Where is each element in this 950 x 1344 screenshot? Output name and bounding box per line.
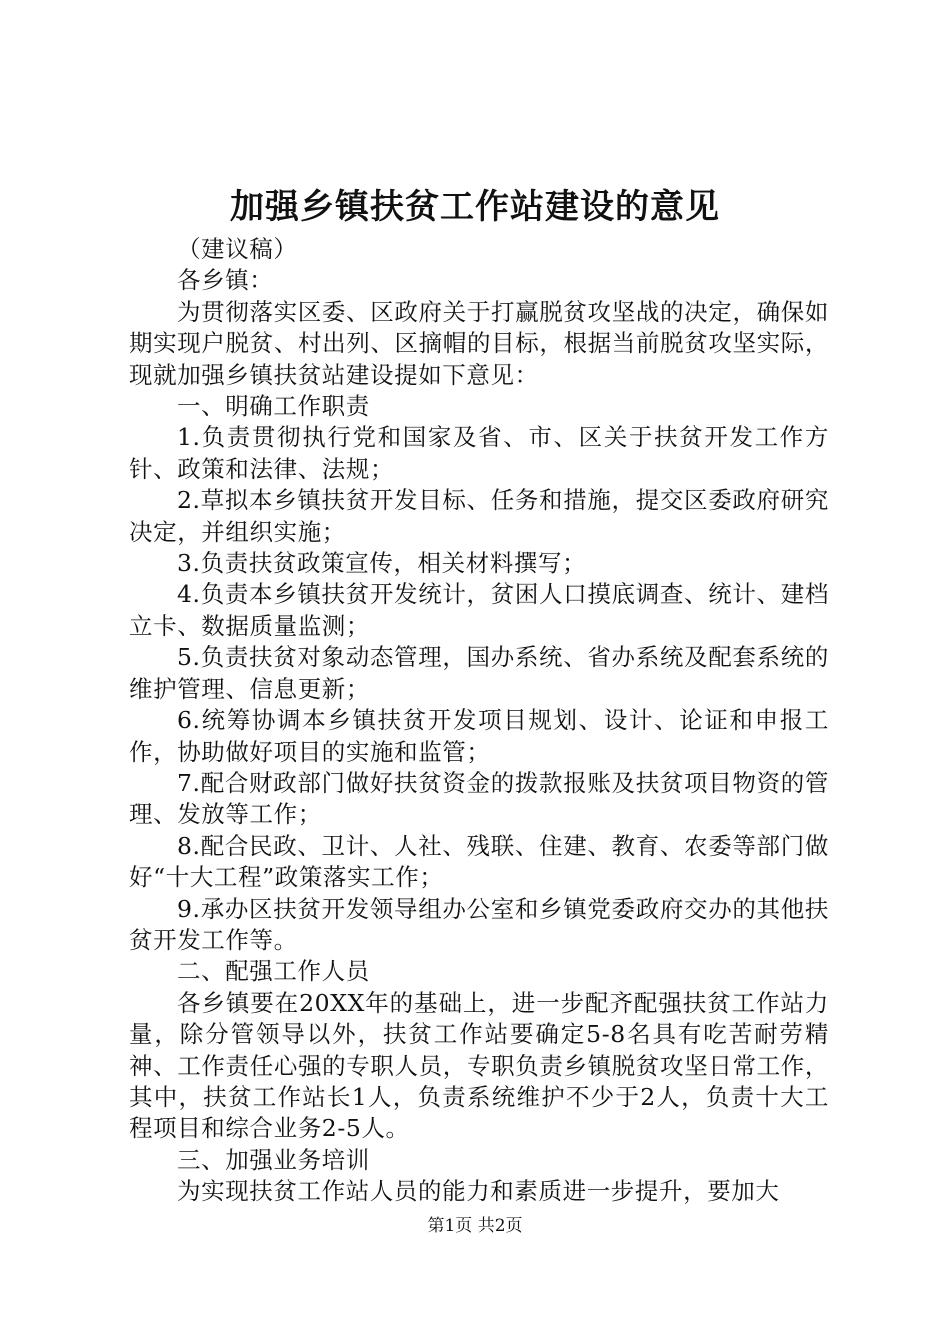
intro-paragraph: 为贯彻落实区委、区政府关于打赢脱贫攻坚战的决定，确保如期实现户脱贫、村出列、区摘帽的目标，根据当前脱贫攻坚实际，现就加强乡镇扶贫站建设提如下意见： bbox=[129, 297, 829, 389]
duty-item-3: 3.负责扶贫政策宣传，相关材料撰写； bbox=[177, 549, 587, 578]
staffing-paragraph: 各乡镇要在20XX年的基础上，进一步配齐配强扶贫工作站力量，除分管领导以外，扶贫工作站要确定5-8名具有吃苦耐劳精神、工作责任心强的专职人员，专职负责乡镇脱贫攻坚日常工作，其中，扶贫工作站长1人，负责系统维护不少于2人，负责十大工程项目和综合业务2-5人。 bbox=[129, 988, 829, 1143]
duty-item-1: 1.负责贯彻执行党和国家及省、市、区关于扶贫开发工作方针、政策和法律、法规； bbox=[129, 423, 829, 483]
document-title: 加强乡镇扶贫工作站建设的意见 bbox=[230, 187, 720, 227]
duty-item-8: 8.配合民政、卫计、人社、残联、住建、教育、农委等部门做好“十大工程”政策落实工作； bbox=[129, 831, 829, 892]
duty-item-4: 4.负责本乡镇扶贫开发统计，贫困人口摸底调查、统计、建档立卡、数据质量监测； bbox=[129, 580, 829, 640]
duty-item-7: 7.配合财政部门做好扶贫资金的拨款报账及扶贫项目物资的管理、发放等工作； bbox=[129, 768, 829, 829]
section-heading-3: 三、加强业务培训 bbox=[177, 1145, 370, 1174]
salutation: 各乡镇： bbox=[177, 266, 274, 295]
duty-item-5: 5.负责扶贫对象动态管理，国办系统、省办系统及配套系统的维护管理、信息更新； bbox=[129, 643, 829, 703]
document-body bbox=[129, 234, 829, 1208]
section-heading-2: 二、配强工作人员 bbox=[177, 957, 370, 986]
duty-item-6: 6.统筹协调本乡镇扶贫开发项目规划、设计、论证和申报工作，协助做好项目的实施和监管； bbox=[129, 706, 829, 766]
training-paragraph: 为实现扶贫工作站人员的能力和素质进一步提升，要加大 bbox=[177, 1177, 780, 1206]
section-heading-1: 一、明确工作职责 bbox=[177, 392, 370, 421]
duty-item-9: 9.承办区扶贫开发领导组办公室和乡镇党委政府交办的其他扶贫开发工作等。 bbox=[129, 894, 829, 954]
page-footer: 第1页 共2页 bbox=[427, 1216, 523, 1236]
duty-item-2: 2.草拟本乡镇扶贫开发目标、任务和措施，提交区委政府研究决定，并组织实施； bbox=[129, 486, 829, 546]
draft-note: （建议稿） bbox=[177, 235, 298, 263]
